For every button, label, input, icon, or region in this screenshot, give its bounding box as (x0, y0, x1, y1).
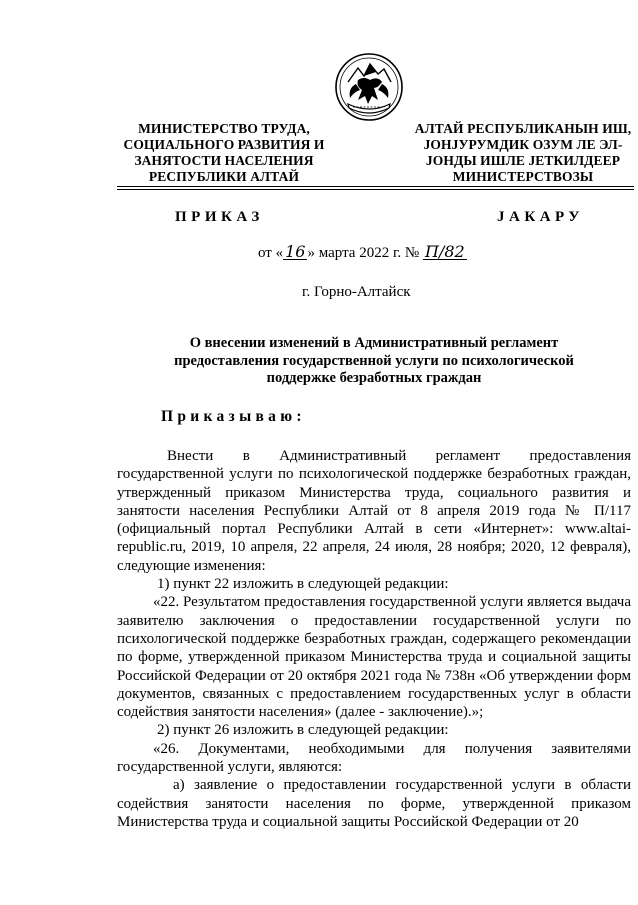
ministry-name-ru-line: ЗАНЯТОСТИ НАСЕЛЕНИЯ (134, 153, 314, 168)
order-date-line (258, 244, 467, 262)
date-day-handwritten: 16 (285, 242, 306, 261)
order-title-altai: ЈАКАРУ (497, 209, 584, 225)
ministry-name-ru-line: РЕСПУБЛИКИ АЛТАЙ (148, 169, 300, 184)
ministry-name-russian (118, 121, 330, 185)
body-paragraph: 2) пункт 26 изложить в следующей редакции: (157, 722, 449, 739)
body-paragraph: а) заявление о предоставлении государственной услуги в области содействия занятости населения по форме, утвержденной приказом Министерства труда и социальной защиты Российской Федерации от 20 (117, 777, 631, 830)
order-number-handwritten: П/82 (425, 242, 465, 261)
body-paragraph: 1) пункт 22 изложить в следующей редакции: (157, 576, 449, 593)
body-paragraph: «26. Документами, необходимыми для получения заявителями государственной услуги, являются: (117, 740, 631, 776)
document-body (117, 447, 631, 831)
ministry-name-alt-line: МИНИСТЕРСТВОЗЫ (452, 169, 594, 184)
ministry-name-alt-line: ЈОНДЫ ИШЛЕ ЈЕТКИЛДЕЕР (425, 153, 621, 168)
altai-republic-emblem-icon (334, 52, 404, 122)
header-divider-thin (117, 189, 634, 190)
body-paragraph: «22. Результатом предоставления государственной услуги является выдача заявителю заключения о предоставлении государственной услуги по психологической поддержке безработных граждан, содержащего рекомендации по форме, утвержденной приказом Министерства труда и социальной защиты Российской Федерации от 20 октября 2021 года № 738н «Об утверждении форм документов, связанных с предоставлением государственных услуг в области содействия занятости населения» (далее - заключение).»; (117, 594, 631, 721)
date-prefix: от « (258, 245, 284, 261)
document-title-line: О внесении изменений в Административный регламент (189, 335, 559, 351)
ministry-name-altai (412, 121, 634, 185)
command-word: Приказываю: (161, 408, 306, 425)
ministry-name-ru-line: СОЦИАЛЬНОГО РАЗВИТИЯ И (123, 137, 325, 152)
document-title (120, 335, 628, 388)
date-suffix: » марта 2022 г. № (307, 245, 423, 261)
order-title-russian: ПРИКАЗ (175, 209, 264, 225)
body-paragraph: Внести в Административный регламент предоставления государственной услуги по психологической поддержке безработных граждан, утвержденный приказом Министерства труда, социального развития и занятости населения Республики Алтай от 8 апреля 2019 года № П/117 (официальный портал Республики Алтай в сети «Интернет»: www.altai-republic.ru, 2019, 10 апреля, 22 апреля, 24 июля, 28 ноября; 2020, 12 февраля), следующие изменения: (117, 448, 631, 574)
document-title-line: предоставления государственной услуги по психологической (174, 352, 574, 369)
document-title-line: поддержке безработных граждан (266, 370, 482, 386)
ministry-name-alt-line: ЈОНЈУРУМДИК ОЗУМ ЛЕ ЭЛ- (423, 137, 623, 152)
header-divider (117, 186, 634, 187)
city: г. Горно-Алтайск (302, 284, 411, 300)
ministry-name-ru-line: МИНИСТЕРСТВО ТРУДА, (138, 121, 310, 136)
ministry-name-alt-line: АЛТАЙ РЕСПУБЛИКАНЫН ИШ, (414, 121, 632, 136)
